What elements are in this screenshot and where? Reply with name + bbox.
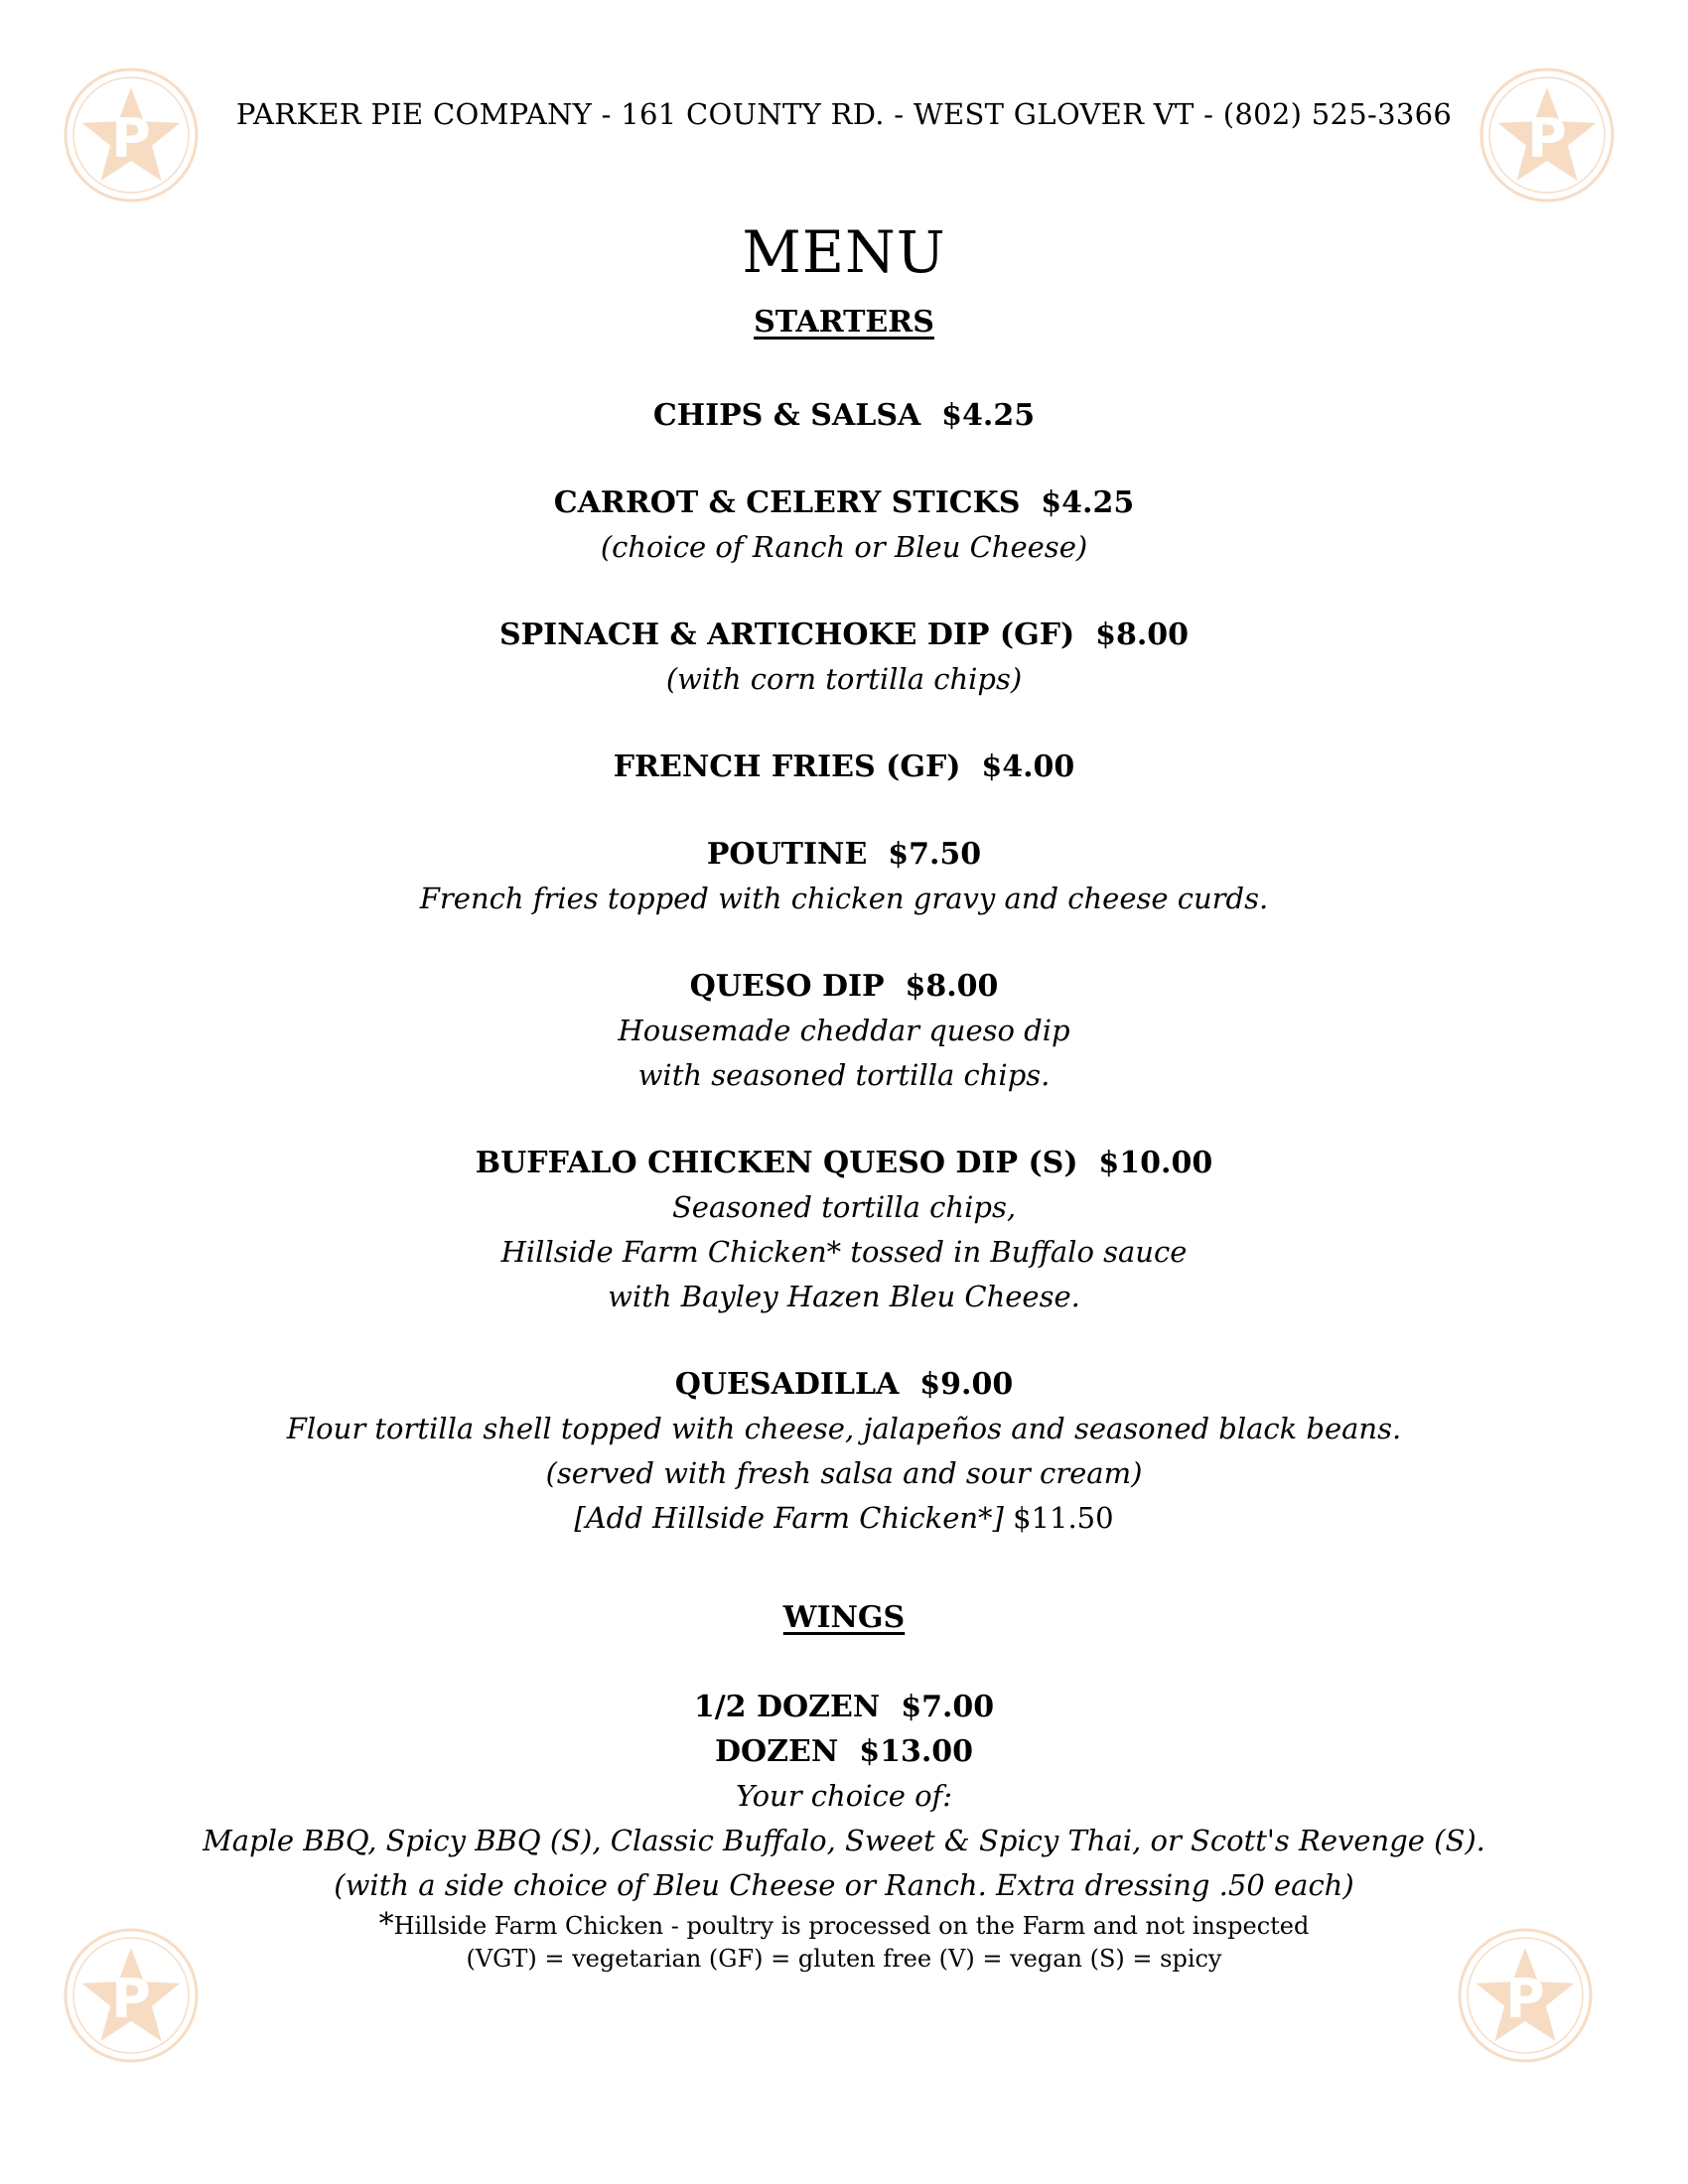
logo-letter: P	[1505, 1968, 1545, 2030]
wings-flavors: Maple BBQ, Spicy BBQ (S), Classic Buffalo, Sweet & Spicy Thai, or Scott's Revenge (S).	[203, 1824, 1485, 1857]
menu-item-description: (served with fresh salsa and sour cream)	[545, 1456, 1143, 1490]
menu-item	[0, 1363, 1688, 1541]
star-logo-icon	[1477, 66, 1617, 205]
menu-item	[0, 481, 1688, 570]
menu-item-description: French fries topped with chicken gravy and cheese curds.	[419, 882, 1269, 915]
menu-item-name-price: POUTINE $7.50	[706, 837, 982, 872]
footnote-line1: Hillside Farm Chicken - poultry is processed on the Farm and not inspected	[393, 1912, 1310, 1940]
wings-choice-intro: Your choice of:	[735, 1779, 953, 1813]
address-header: PARKER PIE COMPANY - 161 COUNTY RD. - WEST GLOVER VT - (802) 525-3366	[235, 97, 1453, 131]
menu-item-description: Hillside Farm Chicken* tossed in Buffalo sauce	[500, 1235, 1188, 1269]
addon-price: $11.50	[1013, 1501, 1114, 1535]
logo-letter: P	[111, 1968, 151, 2030]
logo-letter: P	[1527, 107, 1567, 170]
menu-item-name-price: QUESO DIP $8.00	[689, 969, 999, 1004]
starters-list	[0, 394, 1688, 1584]
menu-item-name-price: SPINACH & ARTICHOKE DIP (GF) $8.00	[498, 617, 1190, 652]
menu-item-name-price: CARROT & CELERY STICKS $4.25	[553, 485, 1135, 520]
menu-item-description: (with corn tortilla chips)	[665, 662, 1023, 696]
menu-item-description: with Bayley Hazen Bleu Cheese.	[608, 1280, 1080, 1313]
wings-heading: WINGS	[782, 1600, 906, 1635]
footnote-asterisk: *	[378, 1907, 394, 1942]
menu-item-description: (choice of Ranch or Bleu Cheese)	[600, 530, 1088, 564]
menu-item	[0, 614, 1688, 702]
logo-letter: P	[111, 107, 151, 170]
logo-top-right	[1477, 66, 1617, 205]
menu-item-name-price: BUFFALO CHICKEN QUESO DIP (S) $10.00	[475, 1146, 1213, 1180]
menu-item	[0, 1142, 1688, 1319]
menu-item	[0, 746, 1688, 789]
menu-title: MENU	[742, 218, 946, 286]
wings-block	[0, 1685, 1688, 1908]
menu-item-description: Flour tortilla shell topped with cheese, jalapeños and seasoned black beans.	[286, 1412, 1402, 1445]
menu-item-name-price: QUESADILLA $9.00	[674, 1367, 1014, 1402]
footnote	[0, 1908, 1688, 1976]
wings-half-dozen-price: 1/2 DOZEN $7.00	[693, 1690, 995, 1724]
wings-dozen-price: DOZEN $13.00	[714, 1734, 974, 1769]
menu-item-description: with seasoned tortilla chips.	[637, 1058, 1051, 1092]
menu-item-addon	[0, 1496, 1688, 1541]
star-logo-icon	[62, 66, 201, 205]
menu-item-name-price: CHIPS & SALSA $4.25	[652, 398, 1036, 433]
footnote-chicken	[0, 1908, 1688, 1943]
starters-heading: STARTERS	[754, 305, 934, 340]
menu-item	[0, 394, 1688, 438]
wings-side-note: (with a side choice of Bleu Cheese or Ranch. Extra dressing .50 each)	[334, 1868, 1354, 1902]
menu-item-description: Housemade cheddar queso dip	[618, 1014, 1070, 1047]
addon-label: [Add Hillside Farm Chicken*]	[574, 1501, 1004, 1535]
logo-top-left	[62, 66, 201, 205]
menu-item	[0, 833, 1688, 921]
menu-item	[0, 965, 1688, 1098]
menu-item-name-price: FRENCH FRIES (GF) $4.00	[613, 750, 1075, 784]
menu-item-description: Seasoned tortilla chips,	[671, 1190, 1017, 1224]
footnote-legend: (VGT) = vegetarian (GF) = gluten free (V) = vegan (S) = spicy	[466, 1945, 1222, 1973]
